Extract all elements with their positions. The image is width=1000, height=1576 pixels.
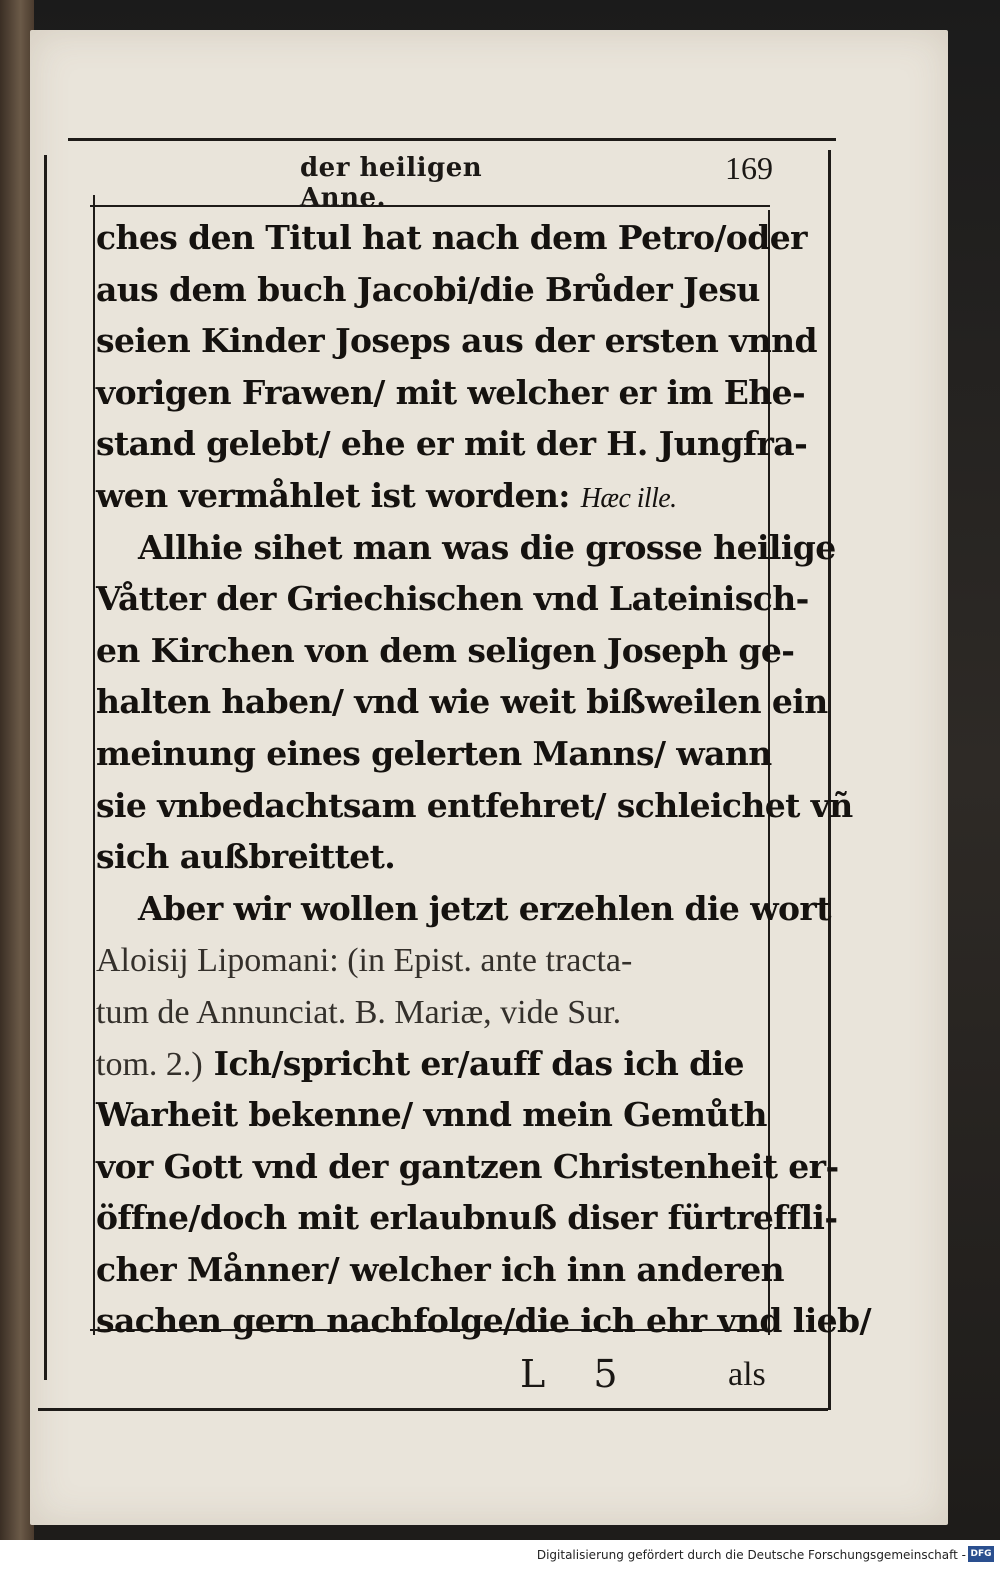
fraktur-text: Aber wir wollen jetzt erzehlen die wort [138,888,831,928]
page-number: 169 [725,150,773,186]
text-line [96,625,795,677]
book-binding-edge [0,0,34,1540]
latin-quote: Hæc ille. [580,482,677,514]
fraktur-text: en Kirchen von dem seligen Joseph ge- [96,630,795,670]
text-line [96,315,817,367]
fraktur-text: öffne/doch mit erlaubnuß diser fürtreffli- [96,1198,838,1238]
frame-rule-left-inner [93,195,95,1335]
fraktur-text: aus dem buch Jacobi/die Brůder Jesu [96,269,760,309]
fraktur-text: stand gelebt/ ehe er mit der H. Jungfra- [96,424,808,464]
text-line [96,1089,771,1141]
text-line [96,418,808,470]
fraktur-text: Warheit bekenne/ vnnd mein Gemůth [96,1095,767,1135]
fraktur-text: halten haben/ vnd wie weit bißweilen ein [96,682,828,722]
body-text [96,212,871,1347]
text-line [96,728,771,780]
frame-rule-bottom-outer [38,1408,828,1411]
catchword: als [728,1356,766,1393]
antiqua-text: Aloisij Lipomani: (in Epist. ante tracta- [96,942,633,980]
fraktur-text: sich außbreittet. [96,837,396,877]
text-line [96,1192,838,1244]
text-line [96,883,831,935]
fraktur-text: sie vnbedachtsam entfehret/ schleichet vñ [96,785,853,825]
frame-rule-left-outer [44,155,47,1380]
text-line [96,264,771,316]
fraktur-text: Allhie sihet man was die grosse heilige [138,527,836,567]
text-line [96,934,771,986]
text-line [96,1038,771,1090]
fraktur-text: vor Gott vnd der gantzen Christenheit er- [96,1146,839,1186]
dfg-logo: DFG [968,1546,994,1562]
fraktur-text: Våtter der Griechischen vnd Lateinisch- [96,579,809,619]
antiqua-text: tum de Annunciat. B. Mariæ, vide Sur. [96,993,622,1031]
text-line [96,470,771,522]
text-line [96,831,771,883]
text-line [96,780,853,832]
fraktur-text: Ich/spricht er/auff das ich die [202,1043,744,1083]
text-line [96,1295,871,1347]
text-line [96,1141,839,1193]
text-line [96,212,807,264]
fraktur-text: seien Kinder Joseps aus der ersten vnnd [96,321,817,361]
text-line [96,1244,785,1296]
fraktur-text: wen vermåhlet ist worden: [96,475,581,515]
fraktur-text: ches den Titul hat nach dem Petro/oder [96,218,807,257]
text-line [96,367,806,419]
signature-mark: L 5 [520,1352,636,1396]
fraktur-text: cher Månner/ welcher ich inn anderen [96,1249,785,1289]
text-line [96,986,771,1038]
fraktur-text: vorigen Frawen/ mit welcher er im Ehe- [96,372,806,412]
fraktur-text: meinung eines gelerten Manns/ wann [96,733,772,773]
text-line [96,573,809,625]
text-line [96,676,828,728]
fraktur-text: sachen gern nachfolge/die ich ehr vnd lieb/ [96,1301,871,1341]
digitization-credit: Digitalisierung gefördert durch die Deutsche Forschungsgemeinschaft - [536,1548,966,1562]
antiqua-text: tom. 2.) [96,1045,203,1083]
frame-rule-top-outer [68,138,836,141]
running-head: der heiligen Anne. [300,153,483,213]
text-line [96,522,836,574]
